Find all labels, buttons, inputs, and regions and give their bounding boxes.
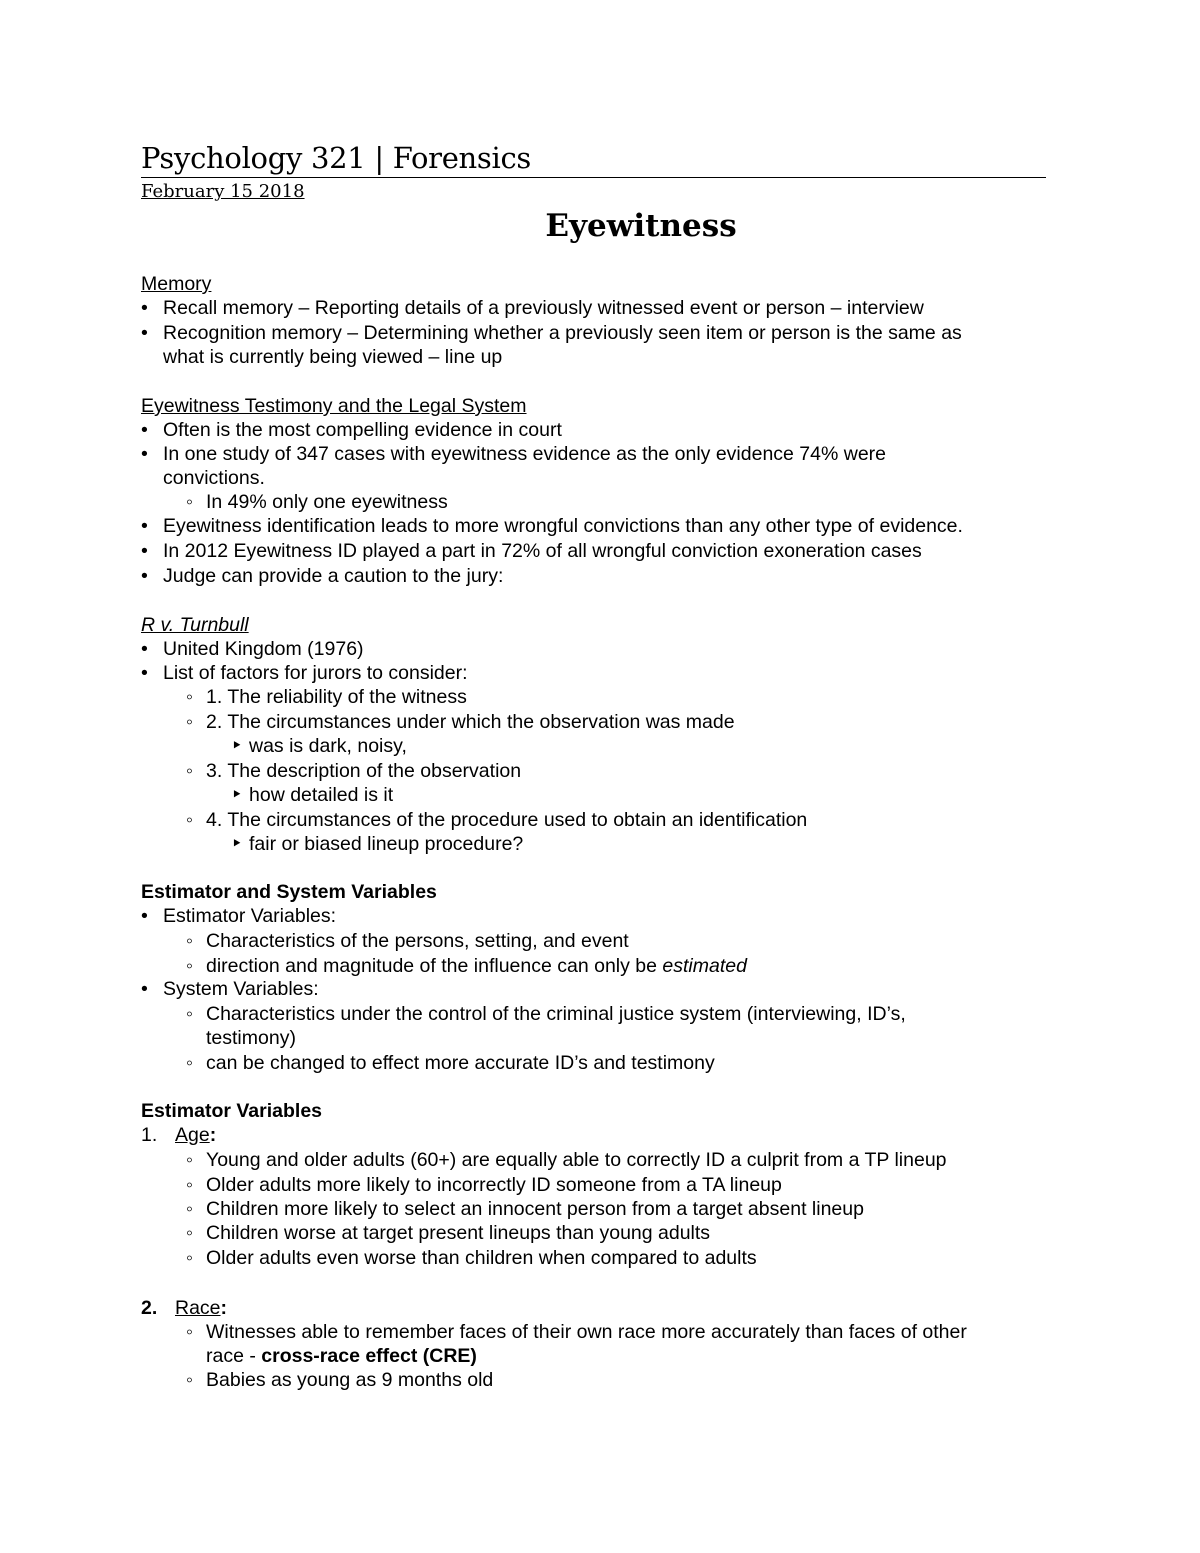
bullet-icon: • (141, 515, 148, 537)
sub-list-item: In 49% only one eyewitness (206, 491, 448, 513)
bullet-icon: • (141, 297, 148, 319)
document-title: Eyewitness (545, 208, 737, 244)
list-item: Estimator Variables: (163, 905, 337, 927)
section-heading-turnbull: R v. Turnbull (141, 614, 249, 636)
text-run: direction and magnitude of the influence can only be (206, 955, 663, 977)
sub-list-item: Characteristics of the persons, setting, and event (206, 930, 629, 952)
sub-bullet-icon: ◦ (186, 1174, 193, 1196)
list-item: List of factors for jurors to consider: (163, 662, 468, 684)
subheading-label: Race (175, 1297, 221, 1319)
bullet-icon: • (141, 638, 148, 660)
sub-list-item: Older adults even worse than children when compared to adults (206, 1247, 757, 1269)
list-item: In one study of 347 cases with eyewitness evidence as the only evidence 74% were (163, 443, 887, 465)
sub-list-item: 1. The reliability of the witness (206, 686, 467, 708)
section-heading-estimator-system: Estimator and System Variables (141, 881, 437, 903)
list-item: Often is the most compelling evidence in court (163, 419, 562, 441)
list-item: System Variables: (163, 978, 319, 1000)
sub-bullet-icon: ◦ (186, 1247, 193, 1269)
bullet-icon: • (141, 662, 148, 684)
sub-list-item: Older adults more likely to incorrectly ID someone from a TA lineup (206, 1174, 782, 1196)
sub-sub-list-item: was is dark, noisy, (249, 735, 407, 757)
sub-list-item: 4. The circumstances of the procedure used to obtain an identification (206, 809, 808, 831)
bullet-icon: • (141, 540, 148, 562)
sub-list-item: Young and older adults (60+) are equally able to correctly ID a culprit from a TP lineup (206, 1149, 947, 1171)
sub-list-item: can be changed to effect more accurate ID’s and testimony (206, 1052, 715, 1074)
numbered-item-race (141, 1296, 157, 1320)
key-term: cross-race effect (CRE) (261, 1345, 477, 1367)
sub-bullet-icon: ◦ (186, 760, 193, 782)
sub-list-item: Babies as young as 9 months old (206, 1369, 494, 1391)
bullet-icon: • (141, 443, 148, 465)
bullet-icon: • (141, 905, 148, 927)
list-item: United Kingdom (1976) (163, 638, 364, 660)
sub-bullet-icon: ◦ (186, 955, 193, 977)
sub-bullet-icon: ◦ (186, 1052, 193, 1074)
list-item: Eyewitness identification leads to more wrongful convictions than any other type of evidence. (163, 515, 963, 537)
bullet-icon: • (141, 322, 148, 344)
sub-list-item: Witnesses able to remember faces of their own race more accurately than faces of other (206, 1321, 967, 1343)
numbered-item-age (141, 1123, 157, 1147)
list-item: In 2012 Eyewitness ID played a part in 72% of all wrongful conviction exoneration cases (163, 540, 922, 562)
sub-list-item-continuation: testimony) (206, 1027, 296, 1049)
sub-bullet-icon: ◦ (186, 1369, 193, 1391)
sub-bullet-icon: ◦ (186, 491, 193, 513)
sub-bullet-icon: ◦ (186, 930, 193, 952)
list-item-continuation: convictions. (163, 467, 265, 489)
sub-list-item-continuation (206, 1344, 477, 1368)
arrow-bullet-icon: ‣ (231, 833, 243, 855)
section-heading-legal-system: Eyewitness Testimony and the Legal System (141, 395, 527, 417)
sub-list-item: Characteristics under the control of the criminal justice system (interviewing, ID’s, (206, 1003, 906, 1025)
section-heading-memory: Memory (141, 273, 212, 295)
sub-bullet-icon: ◦ (186, 1149, 193, 1171)
bullet-icon: • (141, 565, 148, 587)
course-title: Psychology 321 | Forensics (141, 141, 532, 175)
sub-sub-list-item: fair or biased lineup procedure? (249, 833, 524, 855)
sub-bullet-icon: ◦ (186, 1003, 193, 1025)
subheading-label: Age (175, 1124, 210, 1146)
subheading-colon: : (209, 1124, 217, 1146)
bullet-icon: • (141, 978, 148, 1000)
item-number: 2. (141, 1297, 158, 1319)
lecture-date: February 15 2018 (141, 181, 305, 202)
subheading-age (175, 1123, 216, 1147)
subheading-race (175, 1296, 227, 1320)
subheading-colon: : (220, 1297, 228, 1319)
arrow-bullet-icon: ‣ (231, 784, 243, 806)
sub-list-item: Children worse at target present lineups than young adults (206, 1222, 711, 1244)
sub-bullet-icon: ◦ (186, 1321, 193, 1343)
sub-list-item: 3. The description of the observation (206, 760, 522, 782)
sub-sub-list-item: how detailed is it (249, 784, 394, 806)
text-run: race - (206, 1345, 262, 1367)
sub-list-item: 2. The circumstances under which the observation was made (206, 711, 735, 733)
list-item-continuation: what is currently being viewed – line up (163, 346, 503, 368)
bullet-icon: • (141, 419, 148, 441)
sub-bullet-icon: ◦ (186, 1198, 193, 1220)
emphasized-term: estimated (662, 955, 747, 977)
section-heading-estimator-variables: Estimator Variables (141, 1100, 323, 1122)
sub-list-item (206, 954, 747, 978)
list-item: Recognition memory – Determining whether a previously seen item or person is the same as (163, 322, 962, 344)
sub-bullet-icon: ◦ (186, 711, 193, 733)
arrow-bullet-icon: ‣ (231, 735, 243, 757)
item-number: 1. (141, 1124, 158, 1146)
list-item: Judge can provide a caution to the jury: (163, 565, 504, 587)
sub-bullet-icon: ◦ (186, 686, 193, 708)
sub-bullet-icon: ◦ (186, 1222, 193, 1244)
header-rule (141, 140, 1046, 178)
sub-list-item: Children more likely to select an innocent person from a target absent lineup (206, 1198, 864, 1220)
sub-bullet-icon: ◦ (186, 809, 193, 831)
list-item: Recall memory – Reporting details of a previously witnessed event or person – interview (163, 297, 924, 319)
